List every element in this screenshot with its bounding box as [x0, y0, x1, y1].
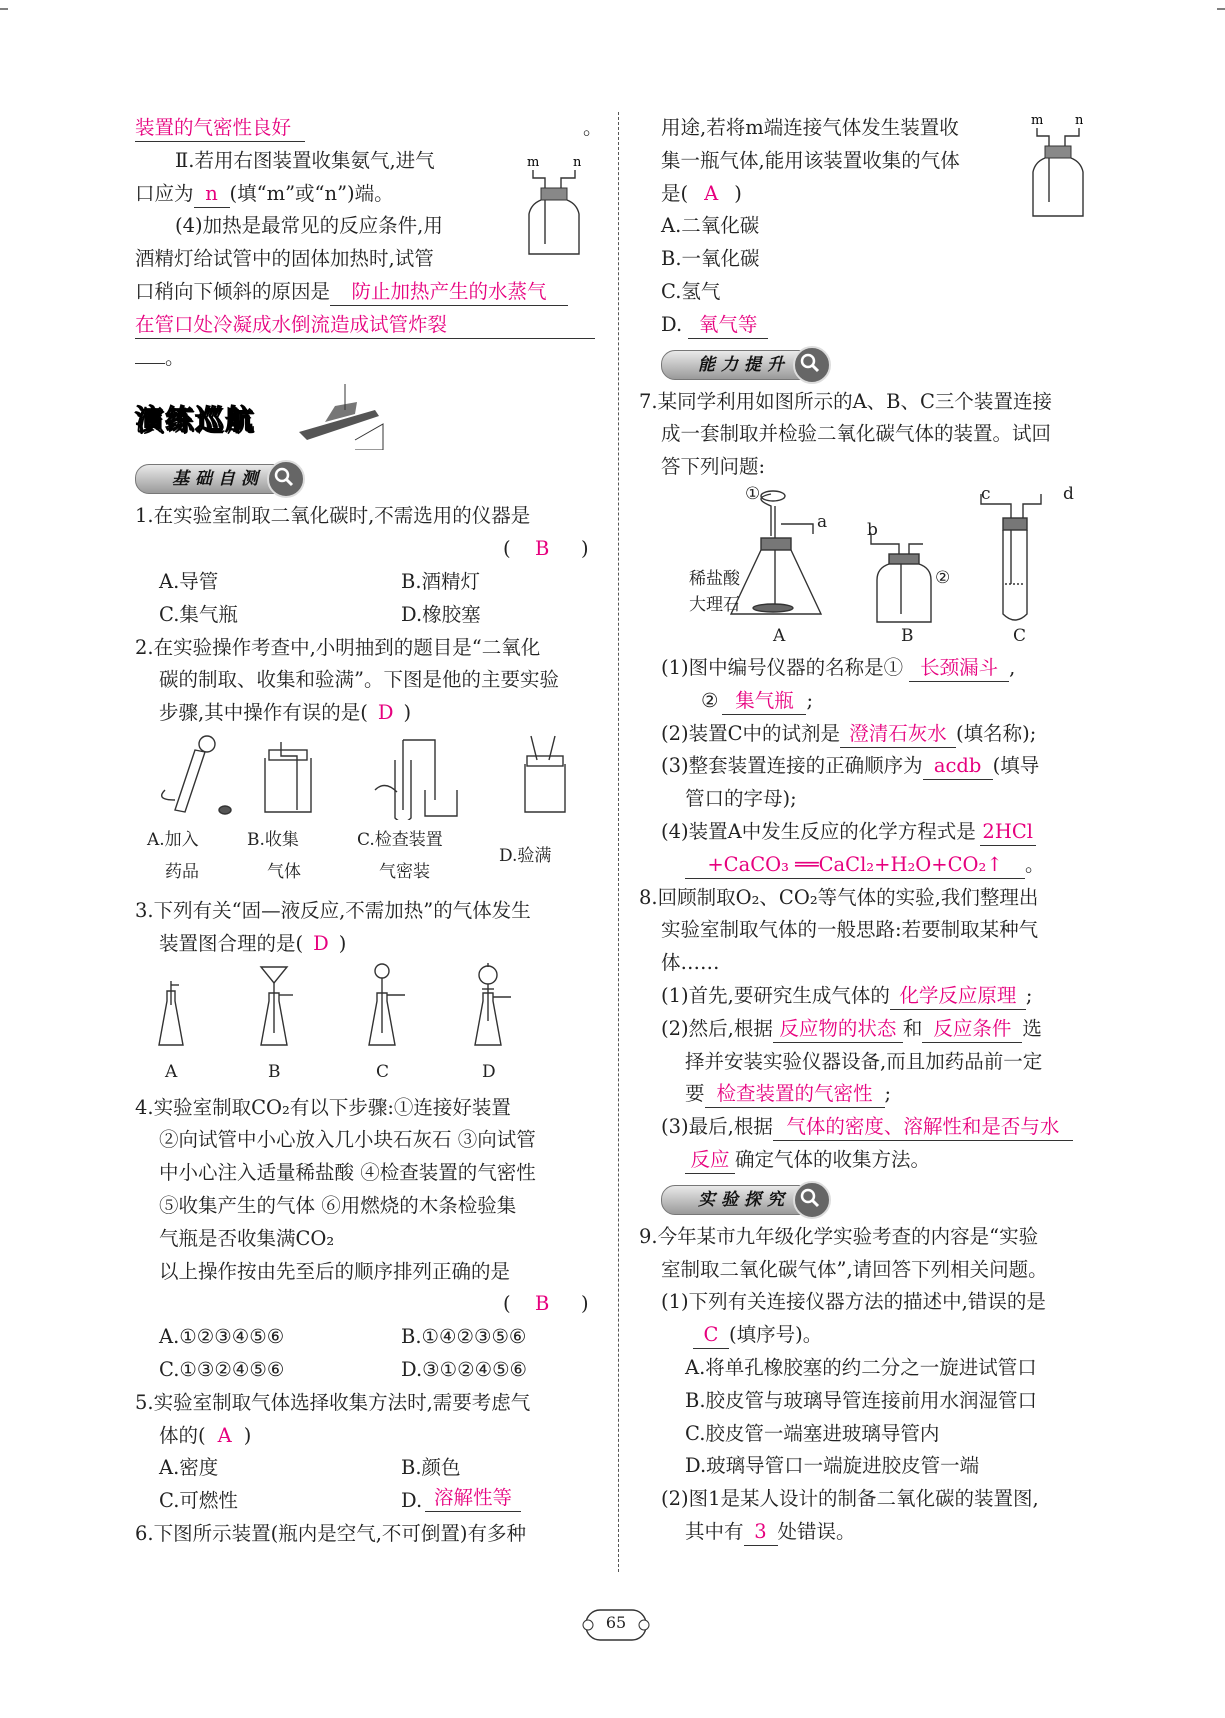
q9-sub1: (1)下列有关连接仪器方法的描述中,错误的是: [661, 1290, 1046, 1314]
q8-sub2: 择并安装实验仪器设备,而且加药品前一定: [685, 1049, 1043, 1073]
q7-sub2: (2)装置C中的试剂是 澄清石灰水 (填名称);: [661, 718, 1101, 751]
q-line: 酒精灯给试管中的固体加热时,试管: [135, 247, 434, 271]
q7-apparatus-figure: ① a b ② c d 稀盐酸 大理石 A B C: [689, 483, 1074, 646]
page-number: 65: [578, 1608, 654, 1644]
q6-option: C.氢气: [661, 279, 721, 303]
q3-apparatus-figure: [135, 961, 595, 1057]
q4-stem: 中小心注入适量稀盐酸 ④检查装置的气密性: [159, 1161, 536, 1185]
q2-stem: 2.在实验操作考查中,小明抽到的题目是“二氧化: [135, 635, 541, 659]
q7-sub4: +CaCO₃ ══CaCl₂+H₂O+CO₂↑ 。: [661, 849, 1101, 882]
q4-stem: 以上操作按由先至后的顺序排列正确的是: [159, 1259, 511, 1283]
q7-stem: 答下列问题:: [661, 455, 766, 479]
q7-sub1: (1)图中编号仪器的名称是① 长颈漏斗 ,: [661, 652, 1101, 685]
column-divider: [618, 112, 619, 1572]
q9-option: A.将单孔橡胶塞的约二分之一旋进试管口: [685, 1355, 1037, 1379]
q6-option: B.一氧化碳: [661, 247, 760, 271]
q5-stem: 5.实验室制取气体选择收集方法时,需要考虑气: [135, 1390, 531, 1414]
q8-stem: 体……: [661, 951, 720, 975]
q7-sub3: (3)整套装置连接的正确顺序为 acdb (填导: [661, 750, 1101, 783]
q2-experiment-figure: [135, 730, 595, 820]
q-line: 。: [135, 342, 595, 375]
q8-sub3: (3)最后,根据 气体的密度、溶解性和是否与水: [661, 1111, 1101, 1144]
gas-bottle-figure: [1021, 112, 1101, 224]
q-line: 在管口处冷凝成水倒流造成试管炸裂: [135, 309, 595, 342]
q6-cont: 集一瓶气体,能用该装置收集的气体: [661, 148, 960, 172]
q-line: (4)加热是最常见的反应条件,用: [175, 214, 443, 238]
magnifier-icon: [267, 460, 305, 498]
left-column: [135, 112, 603, 1551]
section-banner: [135, 380, 595, 456]
q2-captions: A.加入 药品 B.收集 气体 C.检查装置 气密装 D.验满: [147, 829, 552, 882]
q6-option: A.二氧化碳: [661, 214, 760, 238]
q9-option: B.胶皮管与玻璃导管连接前用水润湿管口: [685, 1388, 1038, 1412]
right-column: [639, 112, 1101, 1549]
banner-title: 演练巡航: [135, 403, 256, 437]
q5-options-cd: C.可燃性 D. 溶解性等: [135, 1485, 595, 1518]
q-cont-line: 装置的气密性良好 。: [135, 112, 595, 145]
q6-stem: 6.下图所示装置(瓶内是空气,不可倒置)有多种: [135, 1521, 527, 1545]
q1-stem: 1.在实验室制取二氧化碳时,不需选用的仪器是: [135, 504, 531, 528]
q3-stem: 3.下列有关“固—液反应,不需加热”的气体发生: [135, 898, 531, 922]
crop-mark: [0, 0, 18, 18]
q1-answer-line: ( B ): [503, 537, 589, 561]
q9-option: C.胶皮管一端塞进玻璃导管内: [685, 1421, 940, 1445]
q8-sub1: (1)首先,要研究生成气体的 化学反应原理 ;: [661, 980, 1101, 1013]
section-header-ability: 能力提升: [661, 346, 1101, 382]
q4-options-cd: C.①③②④⑤⑥ D.③①②④⑤⑥: [159, 1357, 528, 1381]
section-header-explore: 实验探究: [661, 1181, 1101, 1217]
q4-options-ab: A.①②③④⑤⑥ B.①④②③⑤⑥: [159, 1325, 527, 1349]
q7-sub3: 管口的字母);: [685, 787, 797, 811]
q8-stem: 实验室制取气体的一般思路:若要制取某种气: [661, 918, 1039, 942]
q6-cont: 用途,若将m端连接气体发生装置收: [661, 116, 959, 139]
q-line: 口应为 n (填“m”或“n”)端。: [135, 178, 595, 211]
gas-bottle-figure: [515, 154, 595, 264]
q1-options-cd: C.集气瓶 D.橡胶塞: [159, 602, 481, 626]
q8-sub2: (2)然后,根据 反应物的状态 和 反应条件 选: [661, 1013, 1101, 1046]
q5-stem: 体的( A ): [159, 1423, 252, 1447]
q3-labels: A B C D: [165, 1061, 496, 1082]
q6-option: D. 氧气等: [661, 309, 1101, 342]
magnifier-icon: [793, 1181, 831, 1219]
q9-stem: 9.今年某市九年级化学实验考查的内容是“实验: [639, 1224, 1039, 1248]
section-header-basic: 基础自测: [135, 460, 595, 496]
q7-stem: 7.某同学利用如图所示的A、B、C三个装置连接: [639, 389, 1052, 413]
ship-icon: [295, 380, 385, 450]
q-line: 口稍向下倾斜的原因是 防止加热产生的水蒸气: [135, 276, 595, 309]
bottle-label-n: n: [573, 155, 582, 170]
q1-options-ab: A.导管 B.酒精灯: [159, 569, 481, 593]
q2-stem: 碳的制取、收集和验满”。下图是他的主要实验: [159, 668, 559, 692]
q9-stem: 室制取二氧化碳气体”,请回答下列相关问题。: [661, 1257, 1048, 1281]
q4-stem: ②向试管中小心放入几小块石灰石 ③向试管: [159, 1128, 536, 1152]
q7-stem: 成一套制取并检验二氧化碳气体的装置。试回: [661, 422, 1052, 446]
q3-stem: 装置图合理的是( D ): [159, 931, 347, 955]
bottle-label-m: m: [1031, 113, 1044, 128]
q5-options-ab: A.密度 B.颜色: [159, 1456, 461, 1480]
q7-sub4: (4)装置A中发生反应的化学方程式是 2HCl: [661, 816, 1101, 849]
q4-answer-line: ( B ): [503, 1292, 589, 1316]
q8-sub2: 要 检查装置的气密性 ;: [661, 1078, 1101, 1111]
q9-sub2: 其中有 3 处错误。: [661, 1516, 1101, 1549]
q9-option: D.玻璃导管口一端旋进胶皮管一端: [685, 1454, 980, 1478]
magnifier-icon: [793, 346, 831, 384]
q8-sub3: 反应 确定气体的收集方法。: [661, 1144, 1101, 1177]
q-line: Ⅱ.若用右图装置收集氨气,进气: [175, 148, 435, 172]
q7-sub1: ② 集气瓶 ;: [661, 685, 1101, 718]
bottle-label-n: n: [1075, 113, 1084, 128]
bottle-label-m: m: [527, 155, 540, 170]
q9-sub1: C (填序号)。: [661, 1319, 1101, 1352]
q4-stem: ⑤收集产生的气体 ⑥用燃烧的木条检验集: [159, 1193, 517, 1217]
q9-sub2: (2)图1是某人设计的制备二氧化碳的装置图,: [661, 1487, 1039, 1511]
q2-stem: 步骤,其中操作有误的是( D ): [159, 701, 412, 725]
q4-stem: 气瓶是否收集满CO₂: [159, 1226, 335, 1250]
q8-stem: 8.回顾制取O₂、CO₂等气体的实验,我们整理出: [639, 885, 1039, 909]
crop-mark: [1207, 0, 1225, 18]
q6-cont: 是( A ): [661, 181, 742, 205]
q4-stem: 4.实验室制取CO₂有以下步骤:①连接好装置: [135, 1095, 511, 1119]
